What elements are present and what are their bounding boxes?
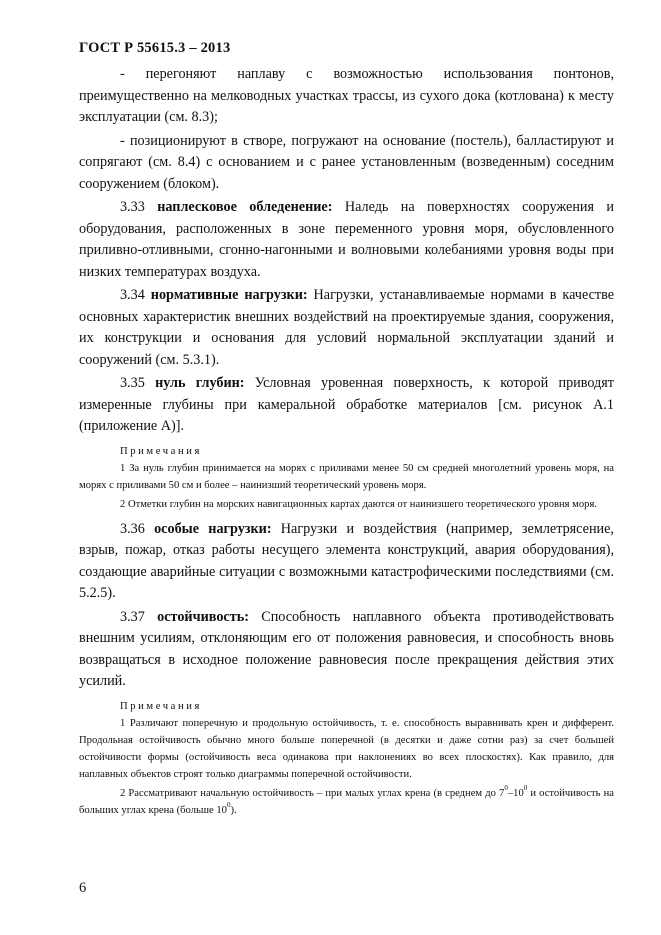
term-3-34 [79, 285, 614, 371]
term-3-37 [79, 607, 614, 693]
term-definition: Нагрузки и воздействия (например, землетрясение, взрыв, пожар, отказ работы несущего элемента конструкций, авария оборудования), создающие аварийные ситуации с возможными катастрофическими последствиями (см. 5.2.5). [79, 520, 614, 601]
term-definition: Нагрузки, устанавливаемые нормами в качестве основных характеристик внешних воздействий на проектируемые здания, сооружения, их конструкции и основания для условий нормальной эксплуатации зданий и сооружений (см. 5.3.1). [79, 287, 615, 368]
note-text: ). [230, 804, 237, 816]
term-name: особые нагрузки: [154, 520, 272, 537]
degree-sup: 0 [523, 783, 528, 792]
term-name: наплесковое обледенение: [157, 199, 333, 215]
term-name: нуль глубин: [155, 375, 245, 391]
note-text: –10 [507, 787, 524, 799]
page-number: 6 [79, 880, 87, 896]
term-number: 3.35 [120, 375, 156, 391]
note-item: 1 За нуль глубин принимается на морях с приливами менее 50 см средней многолетний уровень моря, на морях с приливами 50 см и более – наинизший теоретический уровень моря. [79, 462, 614, 491]
term-3-36 [79, 519, 614, 605]
notes-heading: Примечания [120, 445, 202, 457]
note-text: и остойчивость на больших углах крена (больше 10 [79, 787, 614, 816]
document-header: ГОСТ Р 55615.3 – 2013 [79, 40, 231, 56]
note-text: 2 Рассматривают начальную остойчивость – при малых углах крена (в среднем до 7 [120, 787, 505, 799]
note-item: 1 Различают поперечную и продольную остойчивость, т. е. способность выравнивать крен и дифферент. Продольная остойчивость обычно много больше поперечной (в десятки и даже сотни раз) за счет большей остойчивости формы (остойчивость веса одинакова при наклонениях во всех плоскостях). Как правило, для наплавных объектов строят только диаграммы поперечной остойчивости. [79, 717, 614, 780]
term-number: 3.33 [120, 199, 158, 215]
degree-sup: 0 [226, 800, 231, 809]
notes-heading: Примечания [120, 700, 202, 712]
document-body [79, 64, 614, 821]
note-item [79, 785, 614, 819]
term-number: 3.34 [120, 287, 151, 303]
term-3-33 [79, 197, 614, 283]
degree-sup: 0 [504, 783, 508, 792]
bullet-item: - перегоняют наплаву с возможностью использования понтонов, преимущественно на мелководных участках трассы, из сухого дока (котлована) к месту эксплуатации (см. 8.3); [79, 66, 614, 125]
term-number: 3.36 [120, 520, 155, 537]
term-number: 3.37 [120, 608, 158, 625]
term-name: остойчивость: [157, 608, 249, 625]
term-3-35 [79, 373, 614, 438]
term-definition: Способность наплавного объекта противодействовать внешним усилиям, отклоняющим его от положения равновесия, и способность вновь возвращаться в исходное положение равновесия после прекращения действия этих усилий. [79, 608, 615, 689]
term-definition: Условная уровенная поверхность, к которой приводят измеренные глубины при камеральной обработке материалов [см. рисунок А.1 (приложение А)]. [79, 375, 614, 434]
term-definition: Наледь на поверхностях сооружения и оборудования, расположенных в зоне переменного уровня моря, обусловленного приливно-отливными, сгонно-нагонными и волновыми колебаниями уровня воды при низких температурах воздуха. [79, 199, 615, 280]
note-item: 2 Отметки глубин на морских навигационных картах даются от наинизшего теоретического уровня моря. [120, 498, 598, 510]
term-name: нормативные нагрузки: [150, 287, 308, 303]
bullet-item: - позиционируют в створе, погружают на основание (постель), балластируют и сопрягают (см. 8.4) с основанием и с ранее установленным (возведенным) соседним сооружением (блоком). [79, 132, 614, 192]
